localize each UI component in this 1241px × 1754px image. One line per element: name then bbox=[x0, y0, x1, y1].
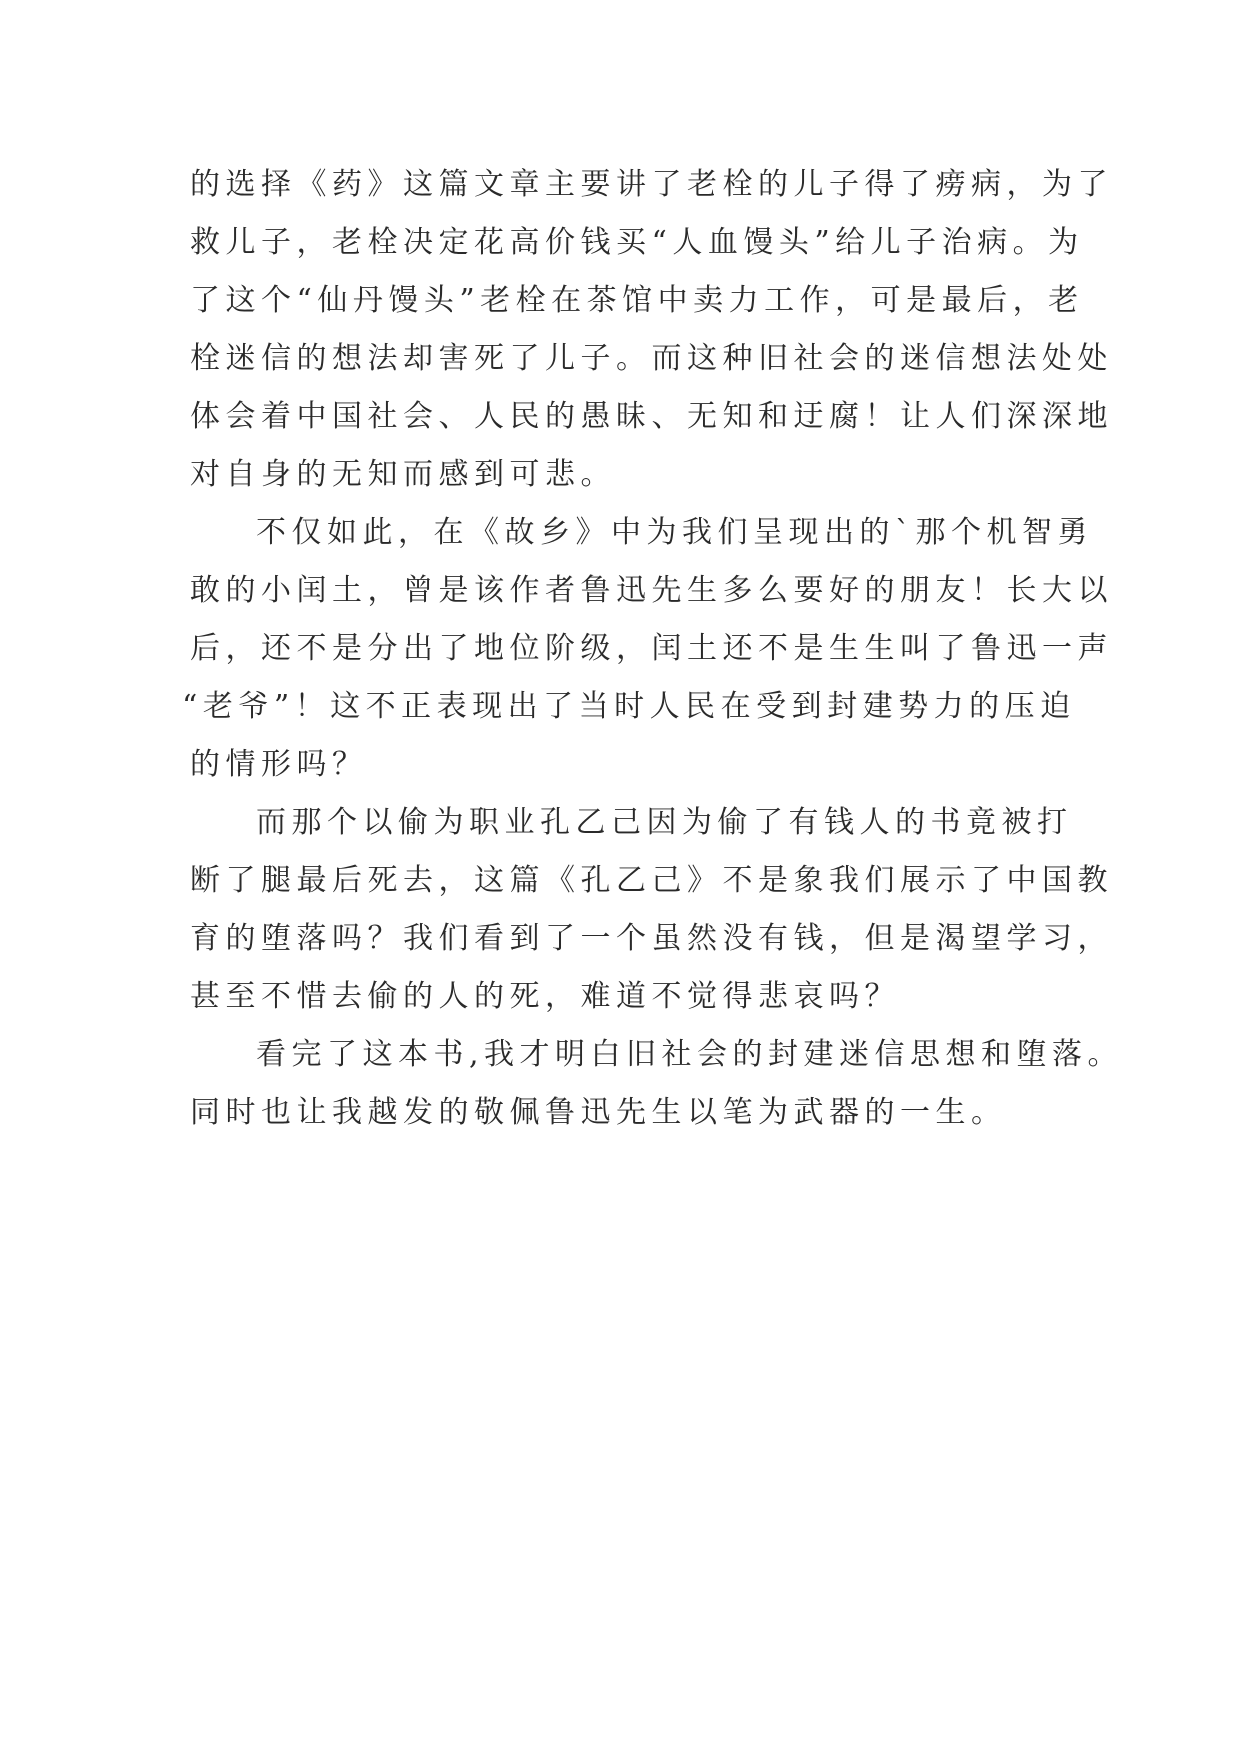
text-line: 看完了这本书,我才明白旧社会的封建迷信思想和堕落。 bbox=[256, 1037, 1124, 1072]
text-line: 的选择《药》这篇文章主要讲了老栓的儿子得了痨病，为了 bbox=[190, 167, 1113, 202]
text-line: 不仅如此，在《故乡》中为我们呈现出的`那个机智勇 bbox=[256, 515, 1093, 550]
text-line: 栓迷信的想法却害死了儿子。而这种旧社会的迷信想法处处 bbox=[190, 341, 1113, 376]
text-line: 育的堕落吗？我们看到了一个虽然没有钱，但是渴望学习， bbox=[190, 921, 1113, 956]
text-line: 体会着中国社会、人民的愚昧、无知和迂腐！让人们深深地 bbox=[190, 399, 1113, 434]
text-line: 同时也让我越发的敬佩鲁迅先生以笔为武器的一生。 bbox=[190, 1095, 1007, 1130]
text-line: “老爷”！这不正表现出了当时人民在受到封建势力的压迫 bbox=[182, 689, 1076, 724]
text-line: 救儿子，老栓决定花高价钱买“人血馒头”给儿子治病。为 bbox=[190, 225, 1084, 260]
paragraph-yao-story bbox=[190, 156, 1113, 504]
text-line: 后，还不是分出了地位阶级，闰土还不是生生叫了鲁迅一声 bbox=[190, 631, 1113, 666]
paragraph-hometown bbox=[182, 504, 1113, 794]
paragraph-conclusion bbox=[190, 1026, 1124, 1142]
text-line: 敢的小闰土，曾是该作者鲁迅先生多么要好的朋友！长大以 bbox=[190, 573, 1113, 608]
paragraph-kong-yiji bbox=[190, 794, 1113, 1026]
text-line: 断了腿最后死去，这篇《孔乙己》不是象我们展示了中国教 bbox=[190, 863, 1113, 898]
document-body bbox=[182, 156, 1124, 1142]
text-line: 对自身的无知而感到可悲。 bbox=[190, 457, 616, 492]
text-line: 甚至不惜去偷的人的死，难道不觉得悲哀吗？ bbox=[190, 979, 900, 1014]
text-line: 而那个以偷为职业孔乙己因为偷了有钱人的书竟被打 bbox=[256, 805, 1073, 840]
text-line: 了这个“仙丹馒头”老栓在茶馆中卖力工作，可是最后，老 bbox=[190, 283, 1084, 318]
text-line: 的情形吗？ bbox=[190, 747, 368, 782]
